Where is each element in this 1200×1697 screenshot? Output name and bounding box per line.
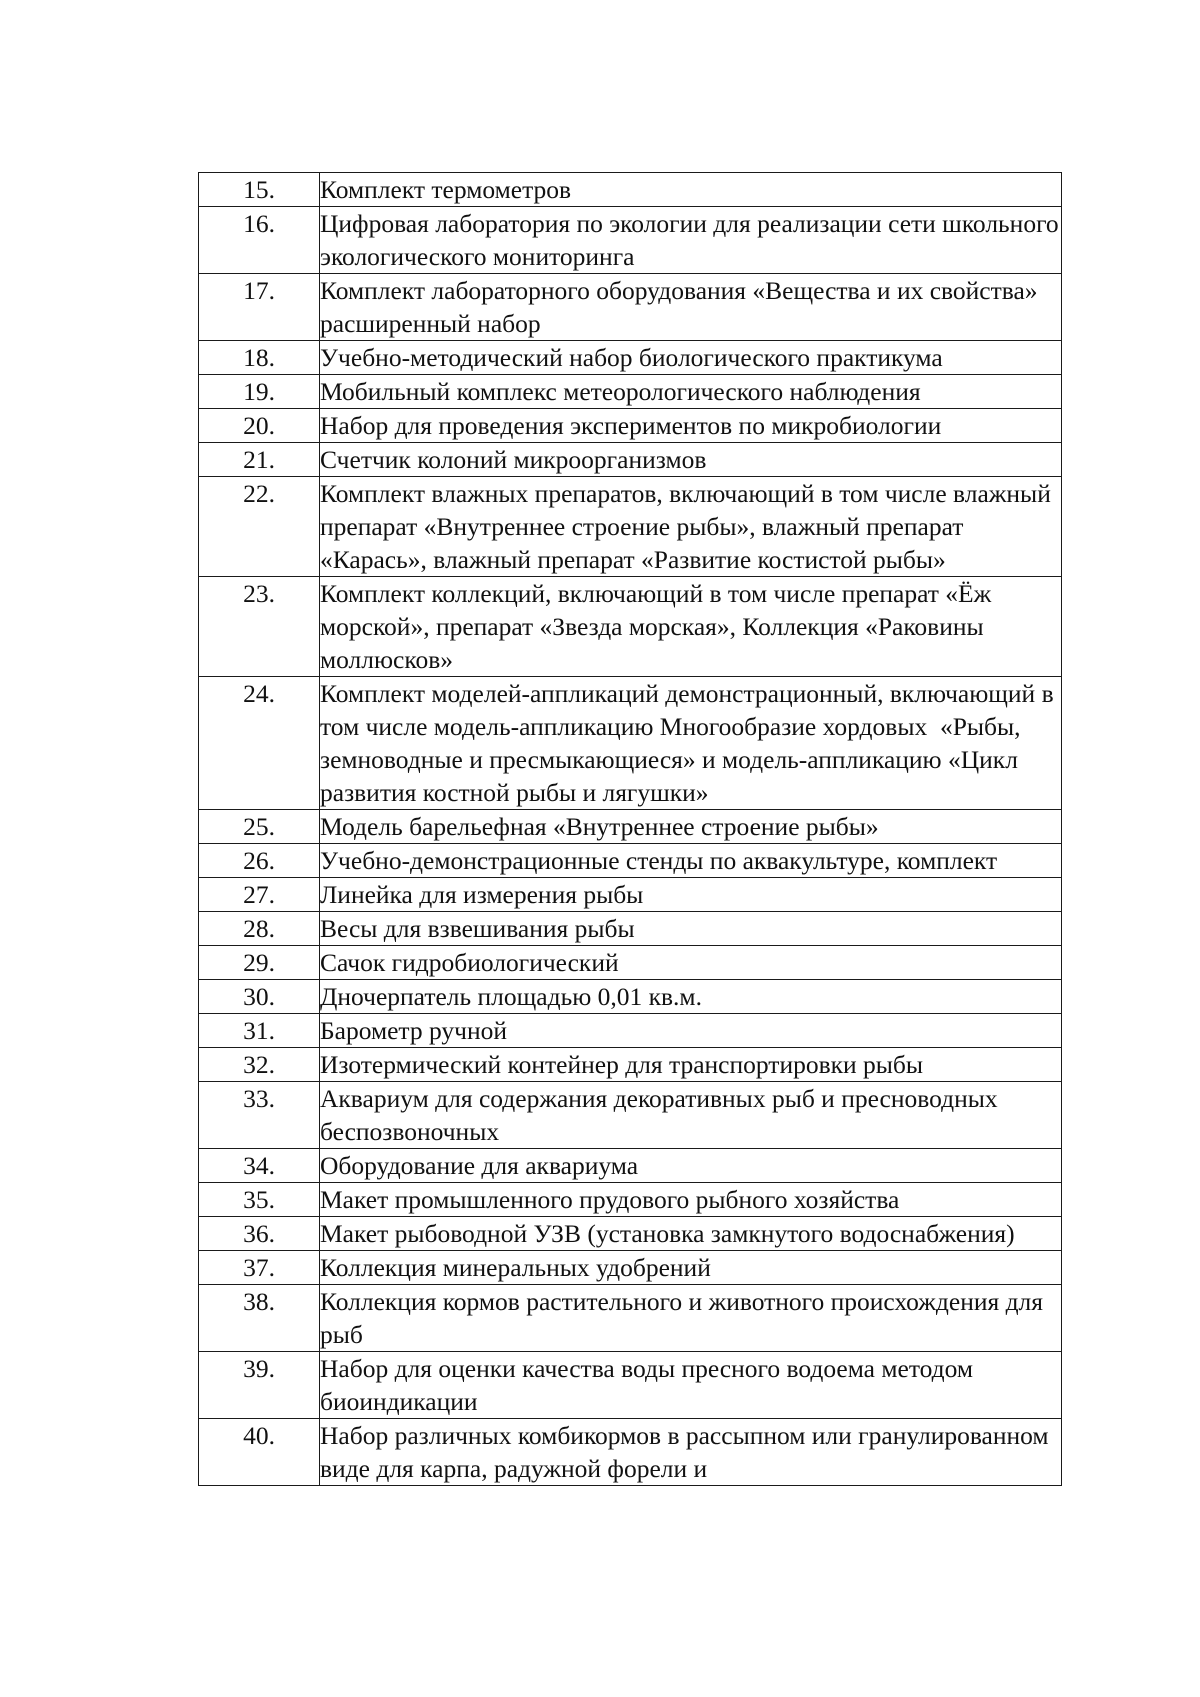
row-name [320,946,1062,980]
row-name-text: Комплект моделей-аппликаций демонстрационный, включающий в том числе модель-аппликацию Многообразие хордовых «Рыбы, земноводные и пресмыкающиеся» и модель-аппликацию «Цикл развития костной рыбы и лягушки» [320,679,1060,807]
row-name-text: Комплект коллекций, включающий в том числе препарат «Ёж морской», препарат «Звезда морская», Коллекция «Раковины моллюсков» [320,579,998,674]
row-name-text: Барометр ручной [320,1016,508,1045]
row-name [320,1352,1062,1419]
table-row [199,1048,1062,1082]
row-name-text: Оборудование для аквариума [320,1151,639,1180]
row-number: 29. [199,946,320,980]
table-row [199,1352,1062,1419]
row-name-text: Линейка для измерения рыбы [320,880,644,909]
row-name [320,878,1062,912]
row-number: 35. [199,1183,320,1217]
row-number: 20. [199,409,320,443]
row-name [320,577,1062,677]
row-name-text: Коллекция минеральных удобрений [320,1253,711,1282]
row-name-text: Цифровая лаборатория по экологии для реализации сети школьного экологического мониторинга [320,209,1066,271]
row-name-text: Аквариум для содержания декоративных рыб и пресноводных беспозвоночных [320,1084,1005,1146]
table-row [199,274,1062,341]
table-row [199,677,1062,810]
row-number: 38. [199,1285,320,1352]
table-row [199,1251,1062,1285]
table-row [199,173,1062,207]
row-name-text: Учебно-методический набор биологического практикума [320,343,943,372]
row-number: 39. [199,1352,320,1419]
row-number: 18. [199,341,320,375]
row-name [320,912,1062,946]
row-name [320,1419,1062,1486]
row-name-text: Весы для взвешивания рыбы [320,914,635,943]
row-number: 24. [199,677,320,810]
table-row [199,844,1062,878]
row-name-text: Макет рыбоводной УЗВ (установка замкнутого водоснабжения) [320,1219,1015,1248]
row-name-text: Счетчик колоний микроорганизмов [320,445,707,474]
table-row [199,1419,1062,1486]
row-name [320,844,1062,878]
row-number: 23. [199,577,320,677]
row-name-text: Комплект лабораторного оборудования «Вещества и их свойства» расширенный набор [320,276,1044,338]
row-name-text: Комплект термометров [320,175,572,204]
row-name [320,1183,1062,1217]
row-name [320,810,1062,844]
row-name-text: Сачок гидробиологический [320,948,619,977]
row-number: 37. [199,1251,320,1285]
table-row [199,1183,1062,1217]
row-number: 40. [199,1419,320,1486]
row-number: 33. [199,1082,320,1149]
row-number: 19. [199,375,320,409]
row-name-text: Набор для оценки качества воды пресного водоема методом биоиндикации [320,1354,980,1416]
row-number: 22. [199,477,320,577]
row-name [320,274,1062,341]
row-name-text: Макет промышленного прудового рыбного хозяйства [320,1185,900,1214]
table-row [199,207,1062,274]
row-name [320,207,1066,274]
table-row [199,341,1062,375]
row-name-text: Модель барельефная «Внутреннее строение рыбы» [320,812,879,841]
row-number: 31. [199,1014,320,1048]
row-number: 32. [199,1048,320,1082]
table-row [199,443,1062,477]
row-number: 16. [199,207,320,274]
row-number: 36. [199,1217,320,1251]
table-row [199,912,1062,946]
row-number: 28. [199,912,320,946]
row-number: 30. [199,980,320,1014]
table-row [199,1082,1062,1149]
row-name-text: Комплект влажных препаратов, включающий в том числе влажный препарат «Внутреннее строение рыбы», влажный препарат «Карась», влажный препарат «Развитие костистой рыбы» [320,479,1058,574]
row-name [320,677,1062,810]
table-row [199,375,1062,409]
row-name [320,1285,1062,1352]
row-number: 15. [199,173,320,207]
equipment-table-body [199,173,1066,1486]
row-name [320,1082,1062,1149]
row-number: 34. [199,1149,320,1183]
table-row [199,1149,1062,1183]
row-name-text: Изотермический контейнер для транспортировки рыбы [320,1050,924,1079]
row-name [320,1251,1062,1285]
table-row [199,477,1062,577]
row-number: 25. [199,810,320,844]
row-name [320,173,1062,207]
table-row [199,409,1062,443]
row-name [320,409,1062,443]
row-number: 26. [199,844,320,878]
table-row [199,1285,1062,1352]
row-name [320,1048,1062,1082]
row-name [320,341,1062,375]
row-name-text: Мобильный комплекс метеорологического наблюдения [320,377,921,406]
row-name-text: Набор различных комбикормов в рассыпном или гранулированном виде для карпа, радужной форели и [320,1421,1055,1483]
row-name-text: Коллекция кормов растительного и животного происхождения для рыб [320,1287,1050,1349]
equipment-table [198,172,1066,1486]
row-name-text: Дночерпатель площадью 0,01 кв.м. [320,982,702,1011]
row-number: 17. [199,274,320,341]
row-name [320,1014,1062,1048]
row-number: 21. [199,443,320,477]
row-name-text: Учебно-демонстрационные стенды по аквакультуре, комплект [320,846,998,875]
row-number: 27. [199,878,320,912]
row-name [320,1217,1062,1251]
row-name [320,443,1062,477]
table-row [199,577,1062,677]
table-row [199,810,1062,844]
table-row [199,980,1062,1014]
row-name [320,1149,1062,1183]
table-row [199,1014,1062,1048]
table-row [199,878,1062,912]
table-row [199,1217,1062,1251]
row-name [320,375,1062,409]
table-row [199,946,1062,980]
row-name [320,980,1062,1014]
row-name [320,477,1062,577]
row-name-text: Набор для проведения экспериментов по микробиологии [320,411,942,440]
